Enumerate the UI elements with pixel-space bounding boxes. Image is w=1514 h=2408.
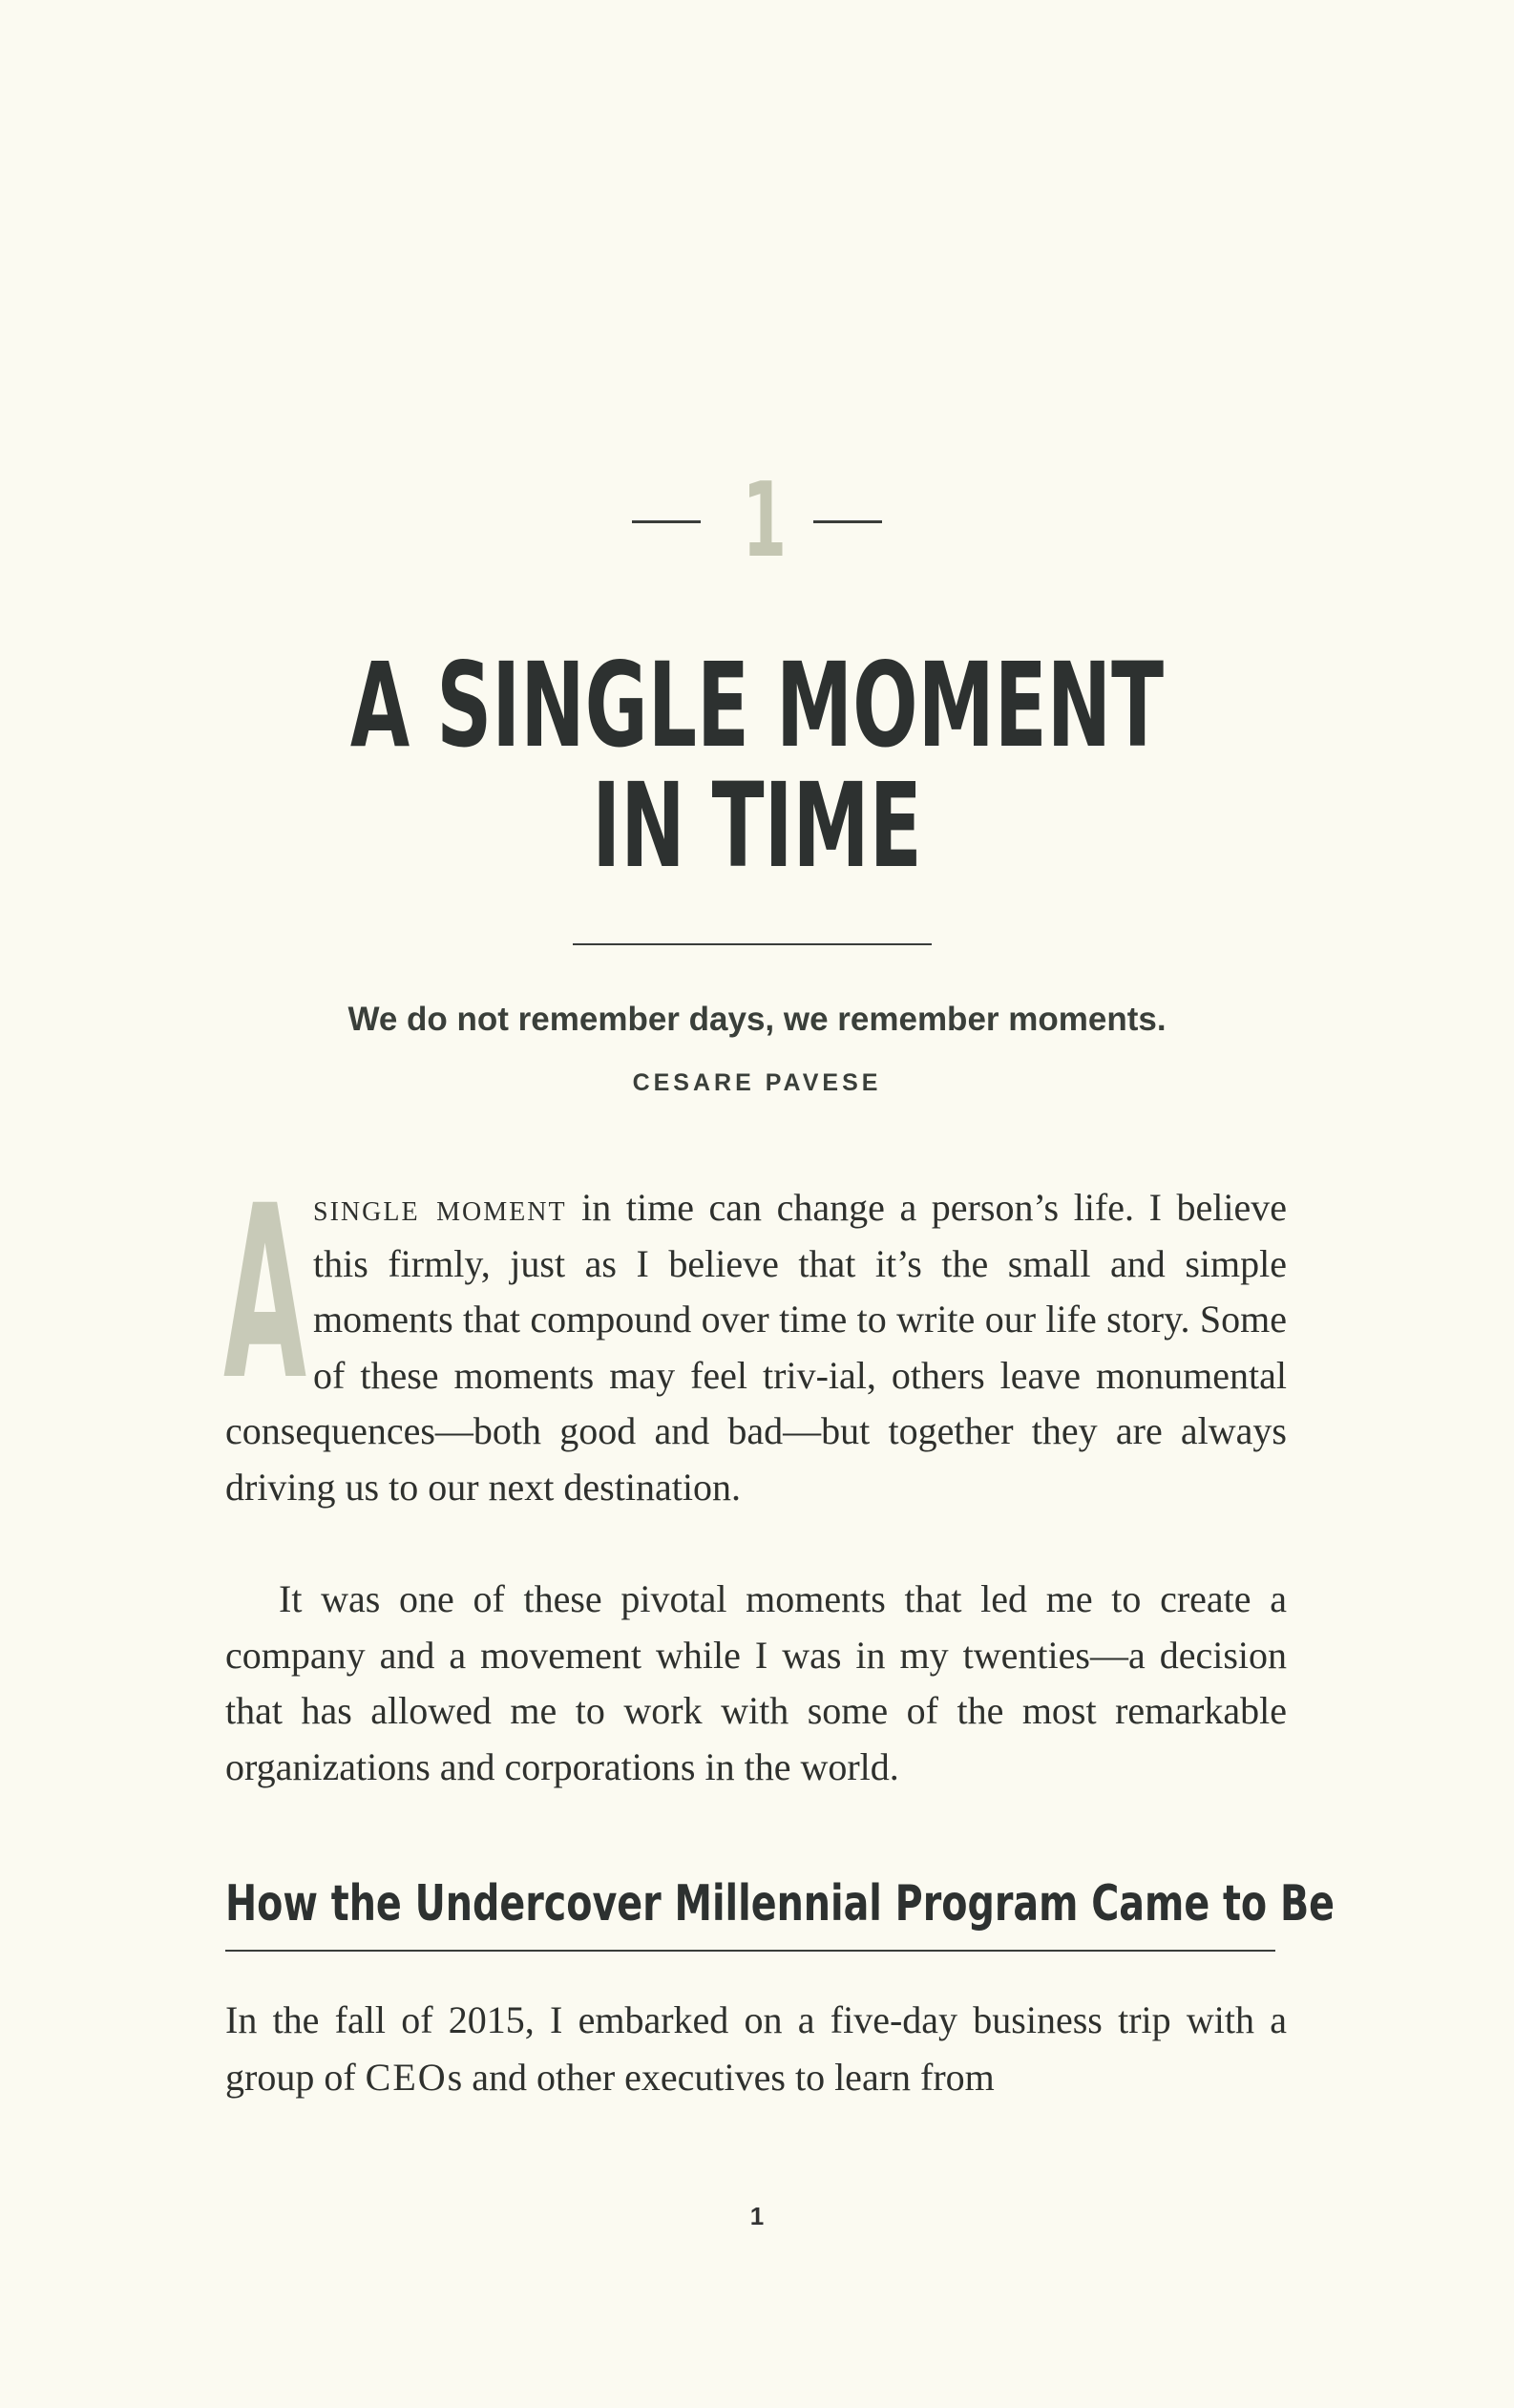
chapter-title-line-1: A SINGLE MOMENT bbox=[349, 638, 1165, 773]
section-divider bbox=[225, 1950, 1275, 1952]
paragraph-1 bbox=[223, 1154, 1287, 1515]
title-divider bbox=[573, 943, 932, 945]
paragraph-2: It was one of these pivotal moments that led me to create a company and a movement while I was in my twenties—a decision that has allowed me to work with some of the most remarkable organizations and corporations in the world. bbox=[225, 1577, 1287, 1788]
epigraph-author: CESARE PAVESE bbox=[632, 1069, 882, 1096]
chapter-number bbox=[0, 461, 1514, 581]
page-number: 1 bbox=[749, 2202, 765, 2230]
lead-in-smallcaps: single moment bbox=[313, 1186, 567, 1229]
paragraph-3-text-after: s and other executives to learn from bbox=[447, 2056, 995, 2099]
paragraph-3-text-before: In the fall of 2015, I embarked on a five-day business trip with a group of bbox=[225, 1998, 1287, 2099]
chapter-title-line-2: IN TIME bbox=[592, 758, 922, 894]
section-heading: How the Undercover Millennial Program Came to Be bbox=[225, 1875, 1335, 1933]
right-dash bbox=[813, 520, 882, 523]
chapter-title bbox=[0, 638, 1514, 894]
paragraph-3 bbox=[225, 1992, 1287, 2106]
paragraph-1-text: in time can change a person’s life. I believe this firmly, just as I believe that it’s the small and simple moments that compound over time to write our life story. Some of these moments may feel triv-ial, others leave monumental consequences—both good and bad—but together they are always driving us to our next destination. bbox=[225, 1186, 1287, 1509]
paragraph-3-smallcaps: CEO bbox=[365, 2056, 448, 2099]
chapter-number-digit: 1 bbox=[742, 461, 788, 581]
left-dash bbox=[632, 520, 701, 523]
epigraph-quote: We do not remember days, we remember moments. bbox=[347, 1001, 1167, 1038]
drop-cap: A bbox=[223, 1154, 307, 1432]
